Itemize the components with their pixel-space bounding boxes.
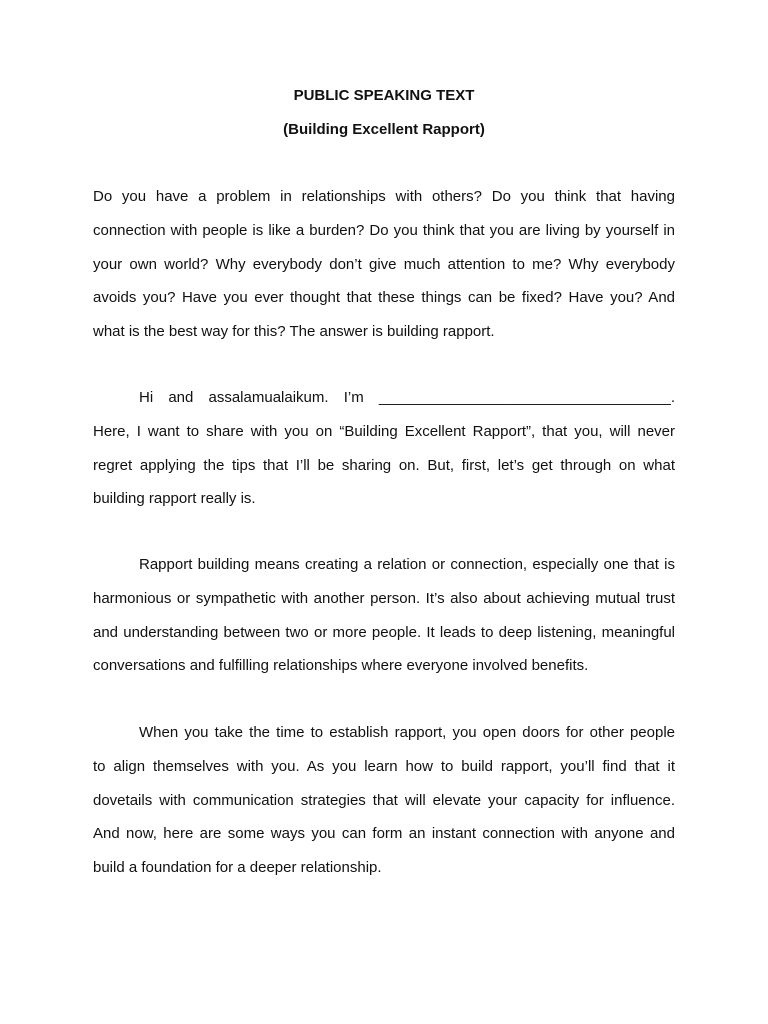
paragraph-line: regret applying the tips that I’ll be sharing on. But, first, let’s get through on what [93, 456, 675, 474]
paragraph-definition [93, 548, 675, 683]
paragraph-greeting [93, 381, 675, 516]
paragraph-line: dovetails with communication strategies that will elevate your capacity for influence. [93, 791, 675, 809]
paragraph-line: what is the best way for this? The answer is building rapport. [93, 323, 495, 341]
paragraph-line: conversations and fulfilling relationships where everyone involved benefits. [93, 657, 589, 675]
paragraph-line: When you take the time to establish rapport, you open doors for other people [139, 724, 675, 741]
document-title: PUBLIC SPEAKING TEXT [293, 87, 475, 104]
paragraph-line: Hi and assalamualaikum. I’m ___________________________________. [139, 389, 675, 406]
paragraph-line: build a foundation for a deeper relationship. [93, 859, 382, 877]
paragraph-line: Here, I want to share with you on “Building Excellent Rapport”, that you, will never [93, 422, 675, 440]
paragraph-line: Do you have a problem in relationships with others? Do you think that having [93, 188, 675, 205]
paragraph-line: building rapport really is. [93, 490, 256, 508]
paragraph-line: avoids you? Have you ever thought that these things can be fixed? Have you? And [93, 289, 675, 307]
paragraph-line: Rapport building means creating a relation or connection, especially one that is [139, 556, 675, 573]
paragraph-line: to align themselves with you. As you learn how to build rapport, you’ll find that it [93, 757, 675, 775]
paragraph-line: harmonious or sympathetic with another person. It’s also about achieving mutual trust [93, 589, 675, 607]
paragraph-line: your own world? Why everybody don’t give much attention to me? Why everybody [93, 255, 675, 273]
paragraph-benefits [93, 716, 675, 885]
paragraph-line: and understanding between two or more people. It leads to deep listening, meaningful [93, 623, 675, 641]
paragraph-line: And now, here are some ways you can form an instant connection with anyone and [93, 825, 675, 843]
document-subtitle: (Building Excellent Rapport) [283, 121, 485, 138]
paragraph-intro [93, 180, 675, 349]
paragraph-line: connection with people is like a burden? Do you think that you are living by yourself in [93, 221, 675, 239]
